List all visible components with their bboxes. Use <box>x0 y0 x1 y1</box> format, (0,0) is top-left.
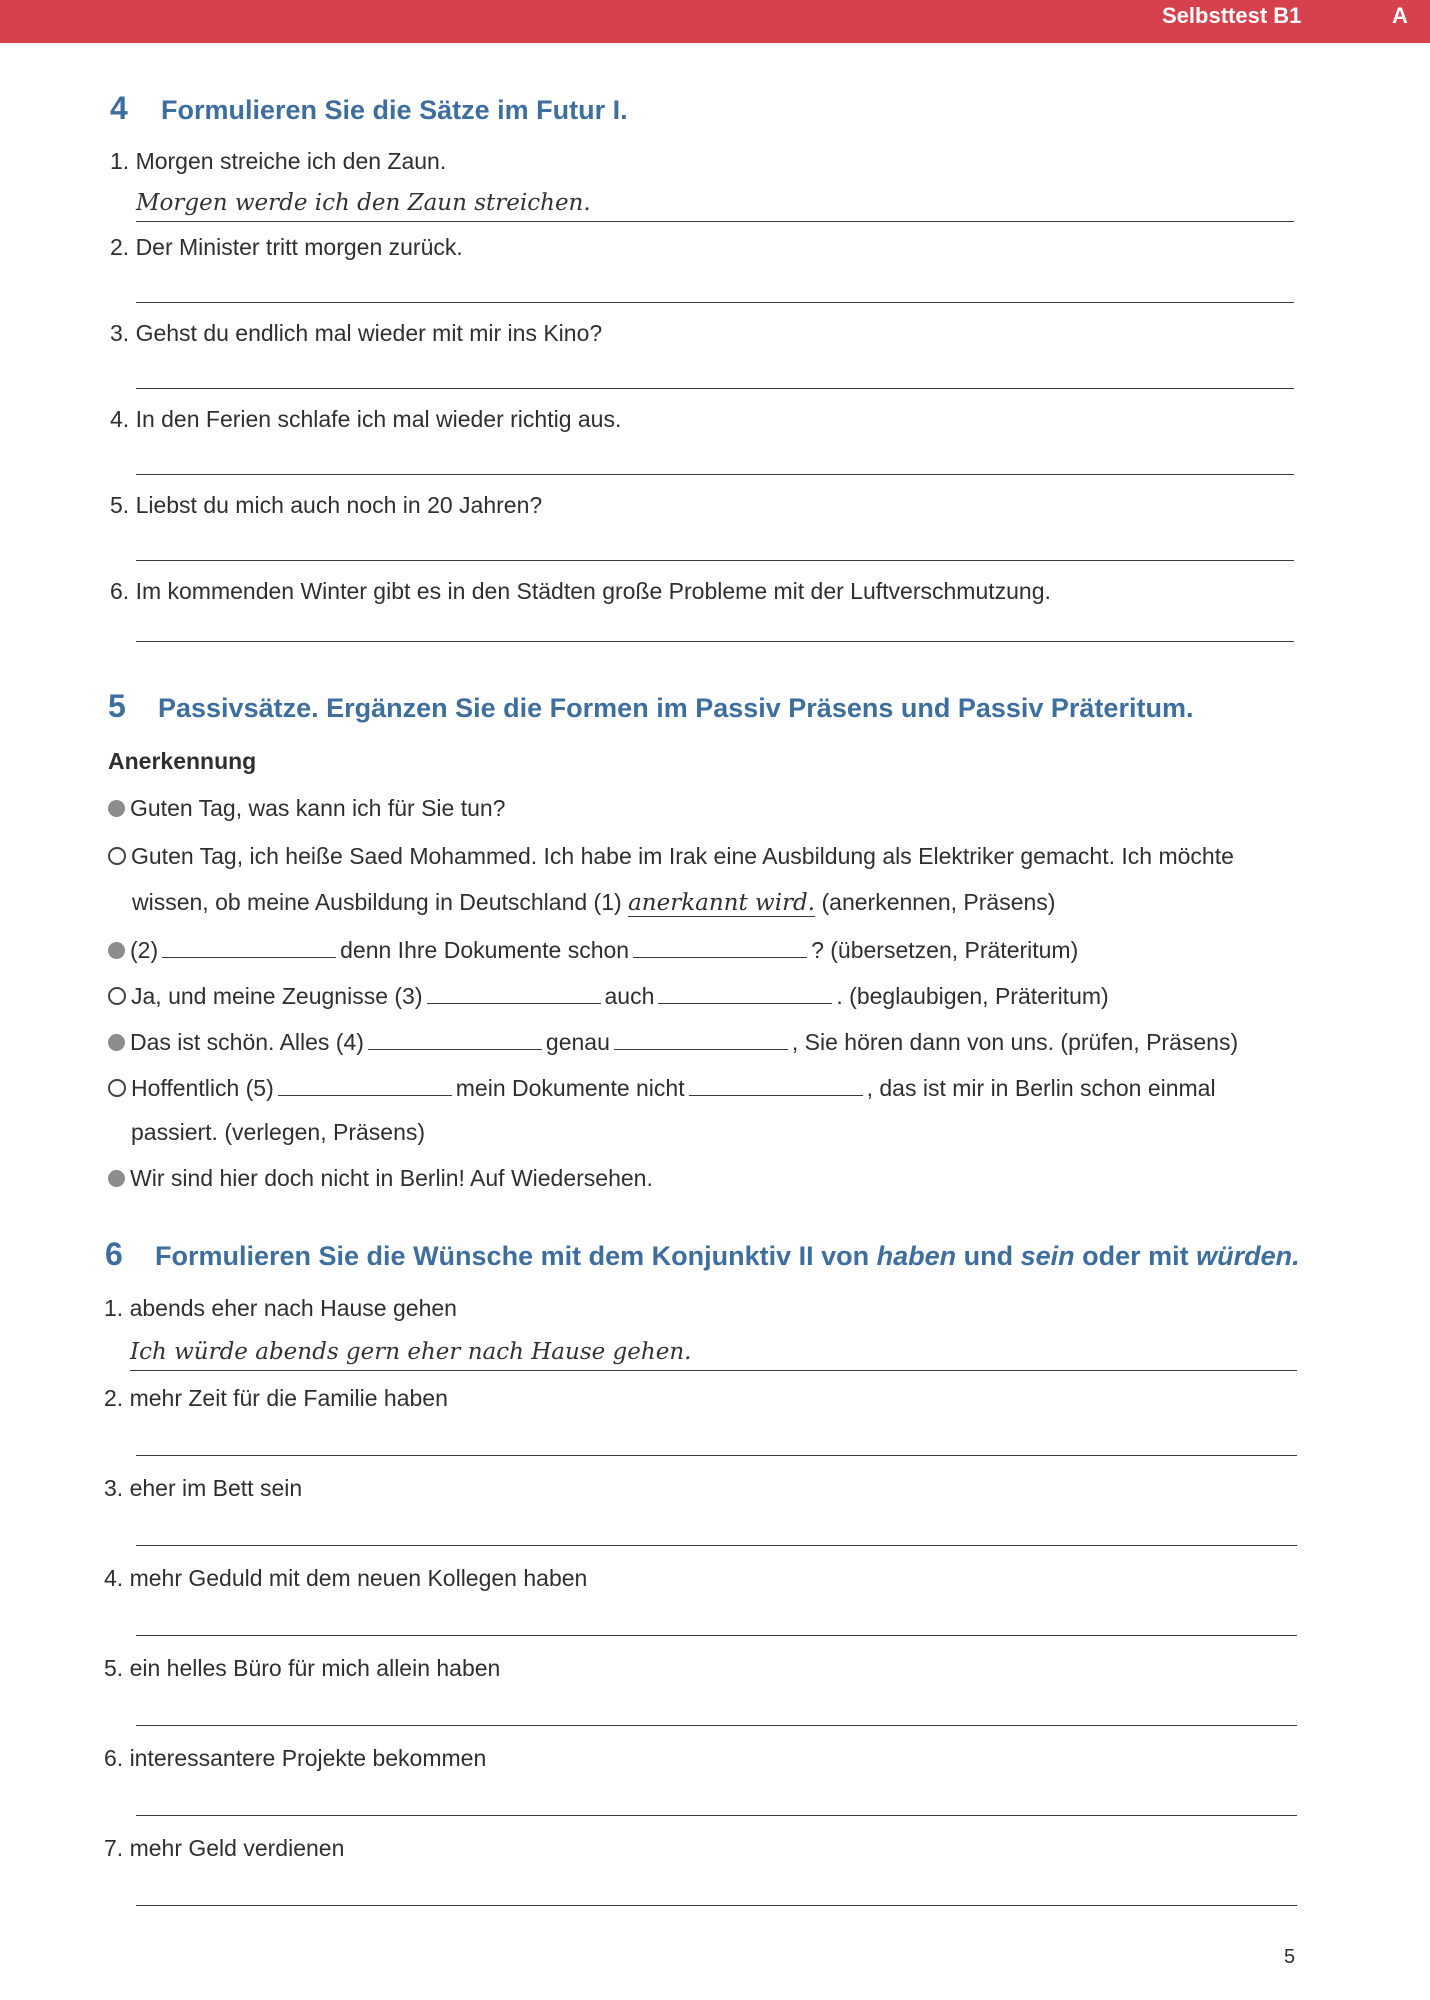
gap-4a[interactable] <box>368 1027 542 1050</box>
gap-2b[interactable] <box>633 935 807 958</box>
section6-item-1: 1. abends eher nach Hause gehen <box>104 1295 457 1321</box>
answer-line-2[interactable] <box>136 1455 1297 1456</box>
answer-line-3[interactable] <box>136 388 1294 389</box>
section6-item-7: 7. mehr Geld verdienen <box>104 1835 345 1861</box>
speaker-a-bullet <box>108 800 125 817</box>
header-title: Selbsttest B1 <box>1162 3 1302 28</box>
gap-4b[interactable] <box>614 1027 788 1050</box>
header-letter: A <box>1392 3 1408 28</box>
section4-item-5: 5. Liebst du mich auch noch in 20 Jahren? <box>110 492 543 518</box>
section6-item-4: 4. mehr Geduld mit dem neuen Kollegen haben <box>104 1565 588 1591</box>
dialog-line-4: Ja, und meine Zeugnisse (3) auch . (beglaubigen, Präteritum) <box>108 981 1109 1010</box>
section5-number: 5 <box>108 688 126 724</box>
dialog-line-6: Hoffentlich (5) mein Dokumente nicht , das ist mir in Berlin schon einmal <box>108 1073 1216 1102</box>
section4-item-1: 1. Morgen streiche ich den Zaun. <box>110 148 447 174</box>
gap-3b[interactable] <box>658 981 832 1004</box>
section4-item-6: 6. Im kommenden Winter gibt es in den Städten große Probleme mit der Luftverschmutzung. <box>110 578 1051 604</box>
answer-line-1[interactable] <box>130 1370 1297 1371</box>
speaker-a-bullet <box>108 1034 125 1051</box>
gap-1-answer[interactable]: anerkannt wird. <box>628 890 816 916</box>
answer-line-3[interactable] <box>136 1545 1297 1546</box>
dialog-line-5: Das ist schön. Alles (4) genau , Sie hören dann von uns. (prüfen, Präsens) <box>108 1027 1238 1056</box>
section6-answer-1: Ich würde abends gern eher nach Hause gehen. <box>130 1339 692 1365</box>
answer-line-4[interactable] <box>136 474 1294 475</box>
gap-2a[interactable] <box>162 935 336 958</box>
section6-item-5: 5. ein helles Büro für mich allein haben <box>104 1655 501 1681</box>
dialog-line-2b: wissen, ob meine Ausbildung in Deutschland (1) anerkannt wird. (anerkennen, Präsens) <box>132 889 1056 916</box>
section6-item-3: 3. eher im Bett sein <box>104 1475 303 1501</box>
answer-line-6[interactable] <box>136 1815 1297 1816</box>
section4-item-4: 4. In den Ferien schlafe ich mal wieder richtig aus. <box>110 406 622 432</box>
dialog-line-6b: passiert. (verlegen, Präsens) <box>131 1119 426 1145</box>
dialog-line-7: Wir sind hier doch nicht in Berlin! Auf Wiedersehen. <box>108 1165 653 1192</box>
section4-item-3: 3. Gehst du endlich mal wieder mit mir ins Kino? <box>110 320 603 346</box>
gap-5a[interactable] <box>278 1073 452 1096</box>
answer-line-4[interactable] <box>136 1635 1297 1636</box>
section6-number: 6 <box>105 1236 123 1272</box>
speaker-b-bullet <box>108 847 126 865</box>
speaker-b-bullet <box>108 987 126 1005</box>
section5-subtitle: Anerkennung <box>108 748 257 774</box>
dialog-line-2a: Guten Tag, ich heiße Saed Mohammed. Ich habe im Irak eine Ausbildung als Elektriker gemacht. Ich möchte <box>108 843 1234 870</box>
gap-5b[interactable] <box>689 1073 863 1096</box>
section6-title: Formulieren Sie die Wünsche mit dem Konjunktiv II von haben und sein oder mit würden. <box>155 1241 1300 1271</box>
section4-answer-1: Morgen werde ich den Zaun streichen. <box>136 190 591 216</box>
section4-item-2: 2. Der Minister tritt morgen zurück. <box>110 234 463 260</box>
answer-line-2[interactable] <box>136 302 1294 303</box>
speaker-a-bullet <box>108 942 125 959</box>
answer-line-6[interactable] <box>136 641 1294 642</box>
answer-line-7[interactable] <box>136 1905 1297 1906</box>
section6-item-2: 2. mehr Zeit für die Familie haben <box>104 1385 448 1411</box>
section6-item-6: 6. interessantere Projekte bekommen <box>104 1745 487 1771</box>
header-bar <box>0 0 1430 43</box>
dialog-line-1: Guten Tag, was kann ich für Sie tun? <box>108 795 505 822</box>
dialog-line-3: (2) denn Ihre Dokumente schon ? (übersetzen, Präteritum) <box>108 935 1078 964</box>
answer-line-5[interactable] <box>136 560 1294 561</box>
gap-3a[interactable] <box>427 981 601 1004</box>
section5-title: Passivsätze. Ergänzen Sie die Formen im Passiv Präsens und Passiv Präteritum. <box>158 693 1194 723</box>
section4-title: Formulieren Sie die Sätze im Futur I. <box>161 95 628 125</box>
answer-line-1[interactable] <box>136 221 1294 222</box>
answer-line-5[interactable] <box>136 1725 1297 1726</box>
section4-number: 4 <box>110 90 128 126</box>
speaker-b-bullet <box>108 1079 126 1097</box>
page-number: 5 <box>1284 1946 1296 1968</box>
speaker-a-bullet <box>108 1170 125 1187</box>
